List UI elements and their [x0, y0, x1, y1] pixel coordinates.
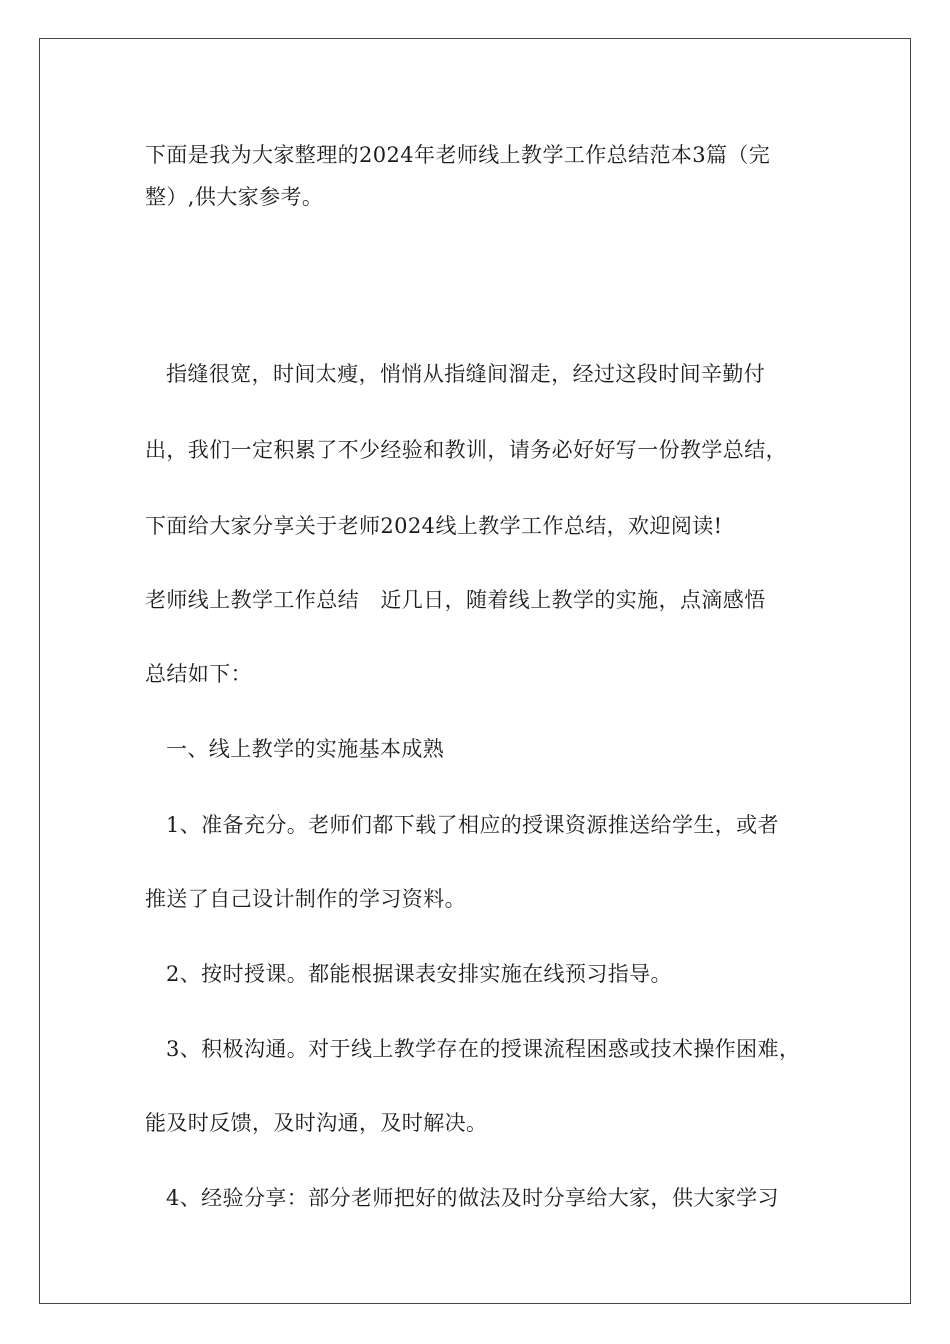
- intro-line-1: 下面是我为大家整理的2024年老师线上教学工作总结范本3篇（完: [145, 143, 771, 167]
- item3-line-2: 能及时反馈，及时沟通，及时解决。: [145, 1111, 488, 1135]
- item2-line: 2、按时授课。都能根据课表安排实施在线预习指导。: [166, 962, 672, 986]
- paragraph2-line-1: 老师线上教学工作总结 近几日，随着线上教学的实施，点滴感悟: [145, 588, 766, 612]
- section-heading: 一、线上教学的实施基本成熟: [166, 737, 445, 761]
- paragraph1-line-2: 出，我们一定积累了不少经验和教训，请务必好好写一份教学总结，: [145, 438, 787, 462]
- paragraph1-line-3: 下面给大家分享关于老师2024线上教学工作总结，欢迎阅读!: [145, 514, 723, 538]
- paragraph2-line-2: 总结如下：: [145, 662, 252, 686]
- paragraph1-line-1: 指缝很宽，时间太瘦，悄悄从指缝间溜走，经过这段时间辛勤付: [166, 362, 766, 386]
- item3-line-1: 3、积极沟通。对于线上教学存在的授课流程困惑或技术操作困难，: [166, 1037, 801, 1061]
- intro-line-2: 整）,供大家参考。: [145, 185, 324, 209]
- item1-line-2: 推送了自己设计制作的学习资料。: [145, 887, 466, 911]
- item4-line: 4、经验分享：部分老师把好的做法及时分享给大家，供大家学习: [166, 1186, 779, 1210]
- item1-line-1: 1、准备充分。老师们都下载了相应的授课资源推送给学生，或者: [166, 813, 779, 837]
